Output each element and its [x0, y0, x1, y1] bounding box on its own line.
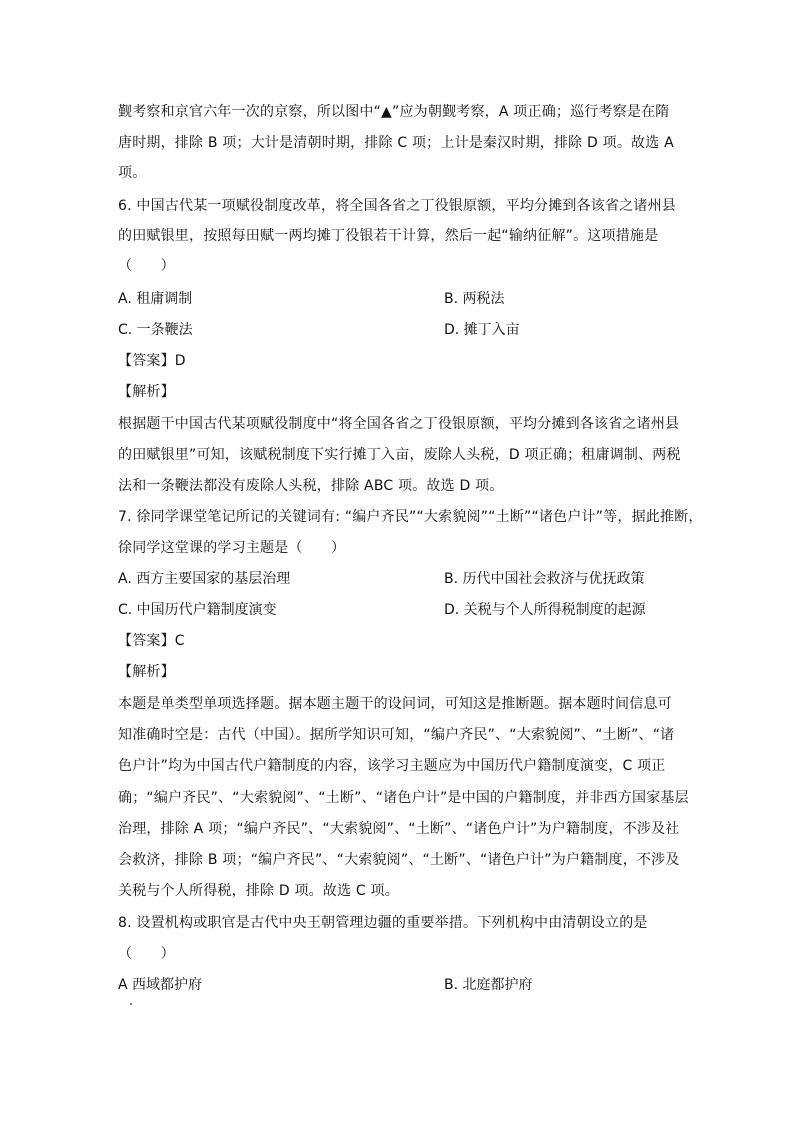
question-7-analysis-label: 【解析】 — [118, 664, 175, 680]
question-8-blank: （ ） — [118, 946, 175, 962]
question-7-analysis: 治理，排除 A 项；“编户齐民”、“大索貌阅”、“土断”、“诸色户计”为户籍制度，不涉及社 — [118, 821, 680, 837]
question-7-analysis: 知准确时空是：古代（中国）。据所学知识可知，“编户齐民”、“大索貌阅”、“土断”、“诸 — [118, 727, 675, 743]
question-6-answer: 【答案】D — [118, 353, 186, 369]
question-6-analysis: 根据题干中国古代某项赋役制度中“将全国各省之丁役银原额，平均分摊到各该省之诸州县 — [118, 416, 680, 432]
question-6-blank: （ ） — [118, 258, 175, 274]
text-line: 觐考察和京官六年一次的京察，所以图中“▲”应为朝觐考察，A 项正确；巡行考察是在隋 — [118, 104, 670, 120]
question-7-answer: 【答案】C — [118, 633, 185, 649]
question-6-analysis: 的田赋银里”可知，该赋税制度下实行摊丁入亩，废除人头税，D 项正确；租庸调制、两税 — [118, 447, 681, 463]
question-7-analysis: 关税与个人所得税，排除 D 项。故选 C 项。 — [118, 883, 399, 899]
question-6-stem: 的田赋银里，按照每田赋一两均摊丁役银若干计算，然后一起“输纳征解”。这项措施是 — [118, 228, 659, 244]
question-8-option-b: B. 北庭都护府 — [444, 977, 533, 993]
question-8-stem: 8. 设置机构或职官是古代中央王朝管理边疆的重要举措。下列机构中由清朝设立的是 — [118, 915, 648, 931]
question-8-option-a: A 西域都护府 — [118, 977, 203, 993]
text-line: 项。 — [118, 165, 147, 181]
question-6-option-b: B. 两税法 — [444, 291, 505, 307]
question-7-option-b: B. 历代中国社会救济与优抚政策 — [444, 571, 645, 587]
stray-dot-mark — [130, 1003, 132, 1005]
question-7-option-a: A. 西方主要国家的基层治理 — [118, 571, 291, 587]
question-6-analysis-label: 【解析】 — [118, 384, 175, 400]
question-6-option-d: D. 摊丁入亩 — [444, 322, 520, 338]
question-7-analysis: 色户计”均为中国古代户籍制度的内容，该学习主题应为中国历代户籍制度演变，C 项正 — [118, 758, 666, 774]
question-7-option-d: D. 关税与个人所得税制度的起源 — [444, 602, 646, 618]
question-7-stem: 7. 徐同学课堂笔记所记的关键词有: “编户齐民”“大索貌阅”“土断”“诸色户计”等，据此推断， — [118, 509, 703, 525]
text-line: 唐时期，排除 B 项；大计是清朝时期，排除 C 项；上计是秦汉时期，排除 D 项。故选 A — [118, 135, 674, 151]
question-7-analysis: 会救济，排除 B 项；“编户齐民”、“大索貌阅”、“土断”、“诸色户计”为户籍制度，不涉及 — [118, 852, 680, 868]
question-6-stem: 6. 中国古代某一项赋役制度改革，将全国各省之丁役银原额，平均分摊到各该省之诸州县 — [118, 198, 677, 214]
question-7-analysis: 本题是单类型单项选择题。据本题主题干的设问词，可知这是推断题。据本题时间信息可 — [118, 696, 672, 712]
question-7-stem: 徐同学这堂课的学习主题是（ ） — [118, 540, 346, 556]
question-6-option-c: C. 一条鞭法 — [118, 322, 193, 338]
question-6-option-a: A. 租庸调制 — [118, 291, 193, 307]
question-6-analysis: 法和一条鞭法都没有废除人头税，排除 ABC 项。故选 D 项。 — [118, 478, 504, 494]
question-7-analysis: 确；“编户齐民”、“大索貌阅”、“土断”、“诸色户计”是中国的户籍制度，并非西方国家基层 — [118, 790, 689, 806]
question-7-option-c: C. 中国历代户籍制度演变 — [118, 602, 277, 618]
